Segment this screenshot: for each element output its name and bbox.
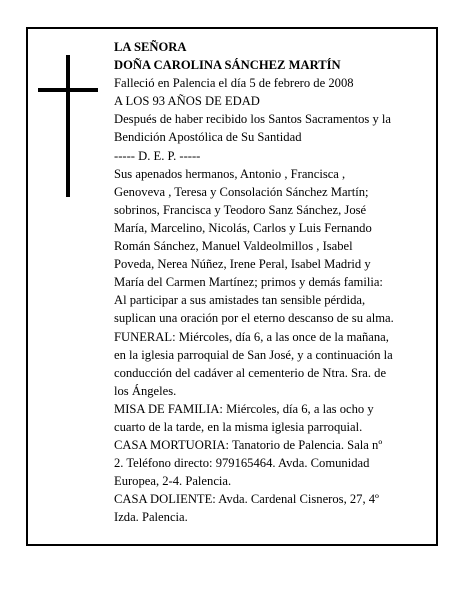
funeral-home-line: 2. Teléfono directo: 979165464. Avda. Comunidad	[114, 456, 370, 471]
family-line: Román Sánchez, Manuel Valdeolmillos , Isabel	[114, 239, 353, 254]
family-line: sobrinos, Francisca y Teodoro Sanz Sánchez, José	[114, 202, 367, 217]
funeral-line: conducción del cadáver al cementerio de Ntra. Sra. de	[114, 365, 387, 380]
cross-icon-arm	[38, 88, 98, 92]
family-line: Genoveva , Teresa y Consolación Sánchez Martín;	[114, 184, 369, 199]
sacraments-line: Bendición Apostólica de Su Santidad	[114, 130, 302, 145]
sacraments-line: Después de haber recibido los Santos Sacramentos y la	[114, 112, 391, 127]
funeral-home-line: CASA MORTUORIA: Tanatorio de Palencia. Sala nº	[114, 438, 383, 453]
funeral-home-line: Europea, 2-4. Palencia.	[114, 474, 232, 489]
family-line: Sus apenados hermanos, Antonio , Francisca ,	[114, 166, 346, 181]
family-mass-line: MISA DE FAMILIA: Miércoles, día 6, a las ocho y	[114, 401, 374, 416]
deceased-name: DOÑA CAROLINA SÁNCHEZ MARTÍN	[114, 58, 341, 73]
death-notice: Falleció en Palencia el día 5 de febrero de 2008	[114, 76, 354, 91]
age-line: A LOS 93 AÑOS DE EDAD	[114, 94, 260, 109]
announcement-line: Al participar a sus amistades tan sensible pérdida,	[114, 293, 366, 308]
funeral-line: FUNERAL: Miércoles, día 6, a las once de la mañana,	[114, 329, 389, 344]
obituary-text	[114, 38, 434, 527]
funeral-line: los Ángeles.	[114, 383, 177, 398]
family-line: Poveda, Nerea Núñez, Irene Peral, Isabel Madrid y	[114, 257, 371, 272]
funeral-line: en la iglesia parroquial de San José, y a continuación la	[114, 347, 393, 362]
cross-icon	[66, 55, 70, 197]
family-line: María, Marcelino, Nicolás, Carlos y Luis Fernando	[114, 220, 372, 235]
dep-line: ----- D. E. P. -----	[114, 148, 201, 163]
obituary-header-line: LA SEÑORA	[114, 40, 187, 54]
family-home-line: CASA DOLIENTE: Avda. Cardenal Cisneros, 27, 4º	[114, 492, 379, 507]
family-mass-line: cuarto de la tarde, en la misma iglesia parroquial.	[114, 419, 363, 434]
family-home-line: Izda. Palencia.	[114, 510, 188, 525]
announcement-line: suplican una oración por el eterno descanso de su alma.	[114, 311, 394, 326]
family-line: María del Carmen Martínez; primos y demás familia:	[114, 275, 383, 290]
